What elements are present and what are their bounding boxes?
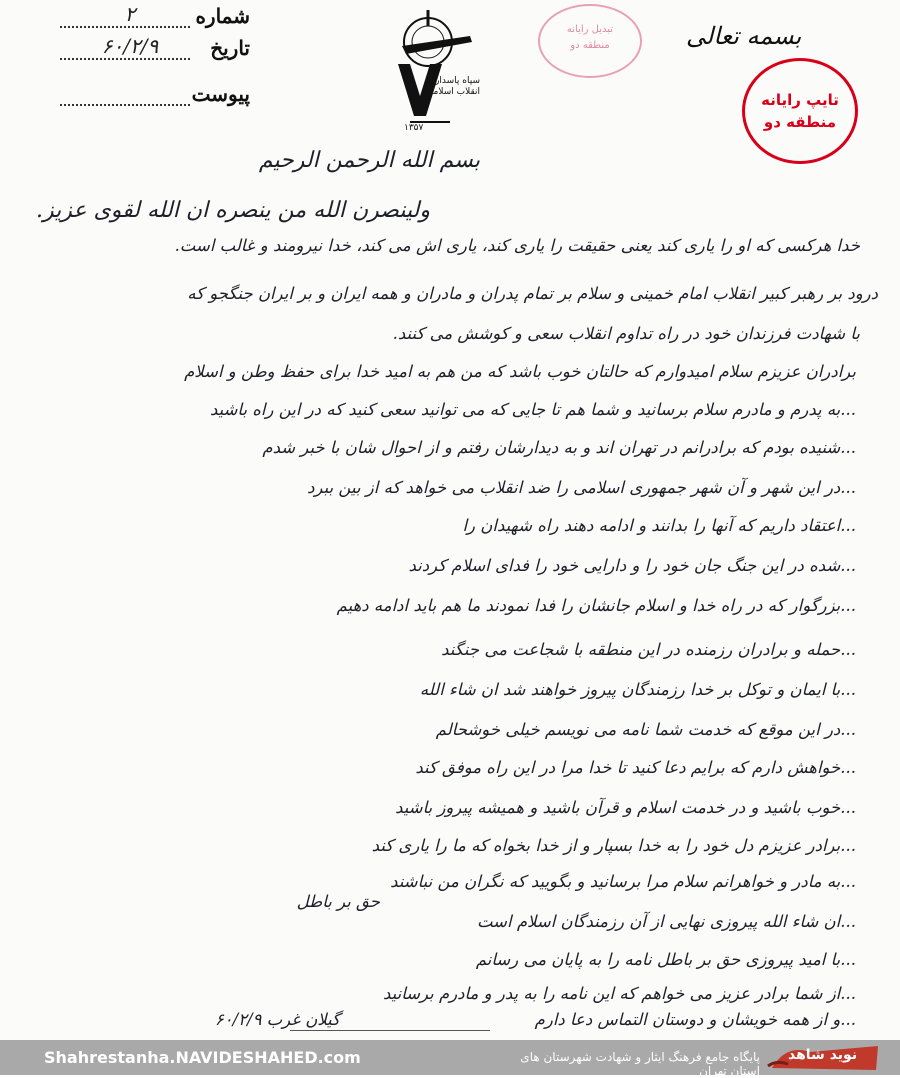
letter-line: ...شده در این جنگ جان خود را و دارایی خود را فدای اسلام کردند	[408, 556, 856, 575]
letter-line: ...به پدرم و مادرم سلام برسانید و شما هم تا جایی که می توانید سعی کنید که در این راه باشید	[209, 400, 856, 419]
attachment-field	[60, 82, 250, 112]
number-value: ۲	[124, 2, 136, 26]
date-field	[60, 36, 250, 66]
date-value: ۶۰/۲/۹	[101, 34, 159, 58]
emblem-year: ۱۳۵۷	[404, 123, 424, 133]
number-field	[60, 4, 250, 34]
letter-line: ...با ایمان و توکل بر خدا رزمندگان پیروز خواهند شد ان شاء الله	[419, 680, 856, 699]
red-stamp-line1: تایپ رایانه	[761, 91, 839, 109]
footer-bar	[0, 1040, 900, 1078]
letter-line: ...ان شاء الله پیروزی نهایی از آن رزمندگان اسلام است	[476, 912, 856, 931]
pink-stamp-line1: تبدیل رایانه	[566, 24, 614, 35]
letter-signature: گیلان غرب ۶۰/۲/۹	[214, 1010, 340, 1029]
letter-line: با شهادت فرزندان خود در راه تداوم انقلاب سعی و کوشش می کنند.	[392, 324, 860, 343]
letter-title: بسم الله الرحمن الرحیم	[258, 148, 480, 173]
top-besm: بسمه تعالی	[686, 22, 802, 50]
letter-line: ...و از همه خویشان و دوستان التماس دعا دارم	[534, 1010, 856, 1029]
letter-line: ...به مادر و خواهرانم سلام مرا برسانید و بگویید که نگران من نباشند	[390, 872, 856, 891]
letter-line: ...بزرگوار که در راه خدا و اسلام جانشان را فدا نمودند ما هم باید ادامه دهیم	[336, 596, 856, 615]
number-label: شماره	[195, 4, 250, 28]
letter-line: ...خواهش دارم که برایم دعا کنید تا خدا مرا در این راه موفق کند	[415, 758, 856, 777]
red-stamp	[742, 58, 858, 164]
date-label: تاریخ	[210, 36, 250, 60]
irgc-emblem-icon	[380, 6, 490, 136]
letter-line: ...در این موقع که خدمت شما نامه می نویسم خیلی خوشحالم	[435, 720, 856, 739]
letter-line: ...خوب باشید و در خدمت اسلام و قرآن باشید و همیشه پیروز باشید	[395, 798, 856, 817]
red-stamp-line2: منطقه دو	[763, 113, 837, 131]
letter-line: درود بر رهبر کبیر انقلاب امام خمینی و سلام بر تمام پدران و مادران و همه ایران و بر ایران جنگجو که	[187, 284, 878, 303]
letter-verse: ولینصرن الله من ینصره ان الله لقوی عزیز.	[36, 198, 430, 223]
letter-line: ...برادر عزیزم دل خود را به خدا بسپار و از خدا بخواه که ما را یاری کند	[371, 836, 856, 855]
letter-line: خدا هرکسی که او را یاری کند یعنی حقیقت را یاری کند، یاری اش می کند، خدا نیرومند و غالب است.	[174, 236, 860, 255]
letter-line: برادران عزیزم سلام امیدوارم که حالتان خوب باشد که من هم به امید خدا برای حفظ وطن و اسلام	[184, 362, 856, 381]
pink-stamp-line2: منطقه دو	[570, 40, 610, 51]
logo-text: نوید شاهد	[788, 1047, 858, 1063]
attachment-label: پیوست	[191, 82, 250, 106]
letter-line: ...اعتقاد داریم که آنها را بدانند و ادامه دهند راه شهیدان را	[462, 516, 856, 535]
letter-line: ...حمله و برادران رزمنده در این منطقه با شجاعت می جنگند	[441, 640, 856, 659]
letter-line: ...در این شهر و آن شهر جمهوری اسلامی را ضد انقلاب می خواهد که از بین ببرد	[307, 478, 856, 497]
letter-line: ...از شما برادر عزیز می خواهم که این نامه را به پدر و مادرم برسانید	[382, 984, 856, 1003]
emblem-text: سپاه پاسداران انقلاب اسلامی	[425, 76, 480, 97]
portal-caption: پایگاه جامع فرهنگ ایثار و شهادت شهرستان های استان تهران	[520, 1050, 760, 1078]
pink-stamp	[538, 4, 642, 78]
signature-rule	[290, 1030, 490, 1031]
letter-line: ...با امید پیروزی حق بر باطل نامه را به پایان می رسانم	[475, 950, 856, 969]
site-url: Shahrestanha.NAVIDESHAHED.com	[44, 1048, 361, 1067]
letter-line: حق بر باطل	[296, 892, 380, 911]
letter-line: ...شنیده بودم که برادرانم در تهران اند و به دیدارشان رفتم و از احوال شان با خبر شدم	[262, 438, 856, 457]
